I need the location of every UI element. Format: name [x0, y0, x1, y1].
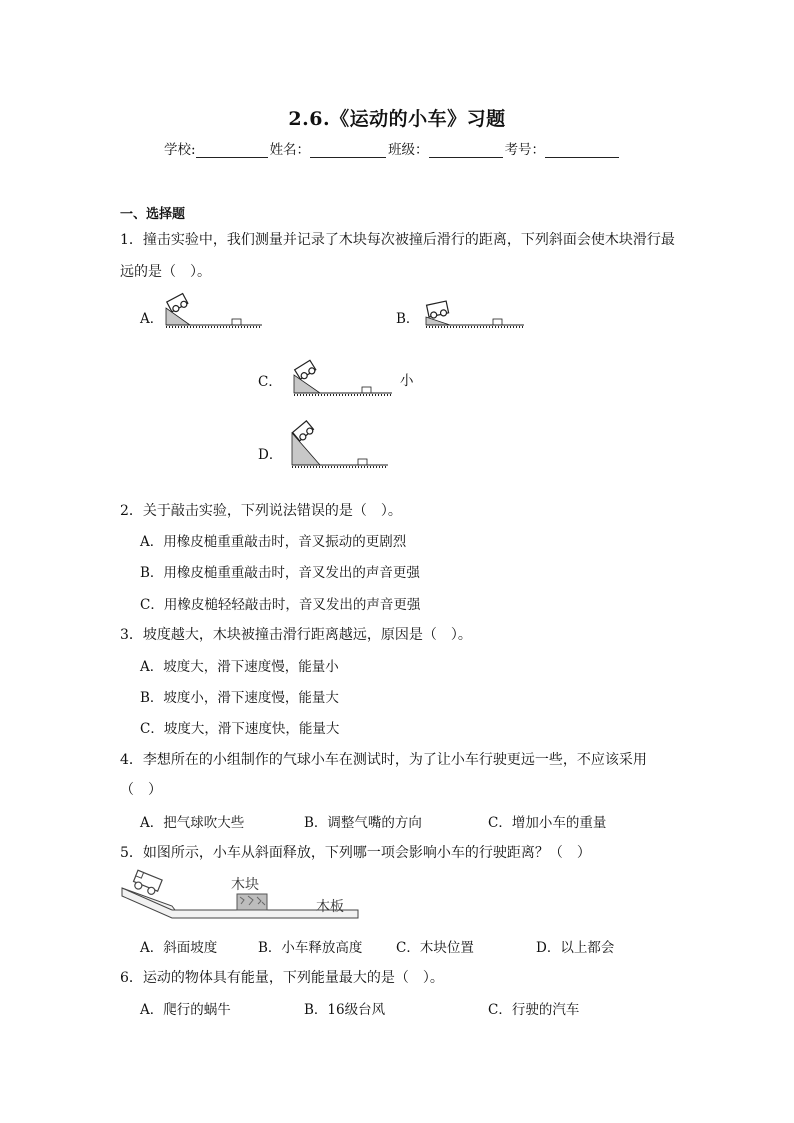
q5-option-b[interactable]: B．小车释放高度: [258, 940, 363, 956]
q1-figure-c: [292, 360, 394, 400]
q3-option-b[interactable]: B．坡度小，滑下速度慢，能量大: [140, 690, 339, 706]
number-label: 考号：: [504, 142, 546, 158]
q4-option-b[interactable]: B．调整气嘴的方向: [304, 815, 422, 831]
school-label: 学校:: [164, 142, 196, 158]
q1-stray-label: 小: [400, 373, 414, 389]
name-blank[interactable]: [310, 143, 386, 158]
q1-figure-a: [164, 292, 264, 332]
q1-option-b-label[interactable]: B．: [396, 311, 420, 327]
q6-option-b[interactable]: B．16级台风: [304, 1002, 386, 1018]
section-title: 一、选择题: [120, 207, 186, 222]
q5-option-a[interactable]: A．斜面坡度: [140, 940, 218, 956]
question-4-line1: 4．李想所在的小组制作的气球小车在测试时，为了让小车行驶更远一些，不应该采用: [120, 752, 647, 768]
question-6-text: 6．运动的物体具有能量，下列能量最大的是（ ）。: [120, 970, 444, 986]
q6-option-c[interactable]: C．行驶的汽车: [488, 1002, 580, 1018]
school-blank[interactable]: [196, 143, 268, 158]
q5-option-c[interactable]: C．木块位置: [396, 940, 474, 956]
question-5-text: 5．如图所示，小车从斜面释放，下列哪一项会影响小车的行驶距离？（ ）: [120, 845, 591, 861]
q1-figure-b: [424, 292, 526, 332]
question-4-line2: （ ）: [120, 782, 162, 798]
q4-option-c[interactable]: C．增加小车的重量: [488, 815, 607, 831]
q6-option-a[interactable]: A．爬行的蜗牛: [140, 1002, 231, 1018]
q1-option-c-label[interactable]: C．: [258, 374, 282, 390]
student-info-line: [164, 138, 621, 158]
q2-option-b[interactable]: B．用橡皮槌重重敲击时，音叉发出的声音更强: [140, 565, 420, 581]
number-blank[interactable]: [545, 143, 619, 158]
q4-option-a[interactable]: A．把气球吹大些: [140, 815, 245, 831]
question-1-line2: 远的是（ ）。: [120, 264, 211, 280]
name-label: 姓名：: [269, 142, 311, 158]
q3-option-c[interactable]: C．坡度大，滑下速度快，能量大: [140, 721, 340, 737]
q1-option-d-label[interactable]: D．: [258, 447, 283, 463]
q1-option-a-label[interactable]: A．: [140, 311, 164, 327]
q5-block-label: 木块: [231, 877, 259, 893]
q2-option-c[interactable]: C．用橡皮槌轻轻敲击时，音叉发出的声音更强: [140, 597, 421, 613]
q5-board-label: 木板: [316, 899, 344, 915]
question-3-text: 3．坡度越大，木块被撞击滑行距离越远，原因是（ ）。: [120, 627, 472, 643]
class-blank[interactable]: [429, 143, 503, 158]
question-1-line1: 1．撞击实验中，我们测量并记录了木块每次被撞后滑行的距离，下列斜面会使木块滑行最: [120, 232, 675, 248]
q2-option-a[interactable]: A．用橡皮槌重重敲击时，音叉振动的更剧烈: [140, 534, 407, 550]
q5-option-d[interactable]: D．以上都会: [536, 940, 615, 956]
q1-figure-d: [290, 420, 390, 470]
class-label: 班级：: [388, 142, 429, 158]
page-title: 2.6.《运动的小车》习题: [288, 108, 506, 130]
question-2-text: 2．关于敲击实验，下列说法错误的是（ ）。: [120, 503, 402, 519]
q3-option-a[interactable]: A．坡度大，滑下速度慢，能量小: [140, 659, 339, 675]
